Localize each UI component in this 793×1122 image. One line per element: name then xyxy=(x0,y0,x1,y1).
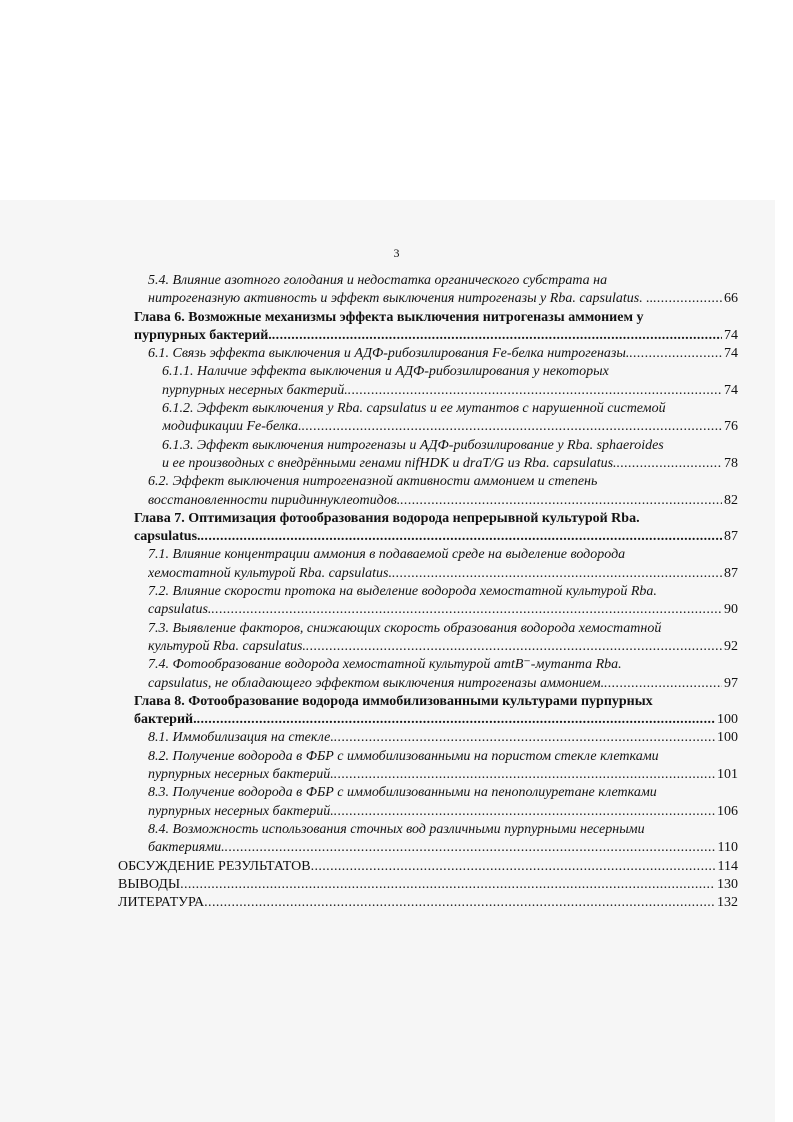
toc-page-number: 78 xyxy=(724,455,738,471)
toc-entry-title-line: Глава 7. Оптимизация фотообразования водорода непрерывной культурой Rba. xyxy=(134,510,640,526)
table-of-contents xyxy=(118,272,738,912)
toc-dot-leader xyxy=(306,638,722,656)
toc-page-number: 92 xyxy=(724,638,738,654)
toc-page-number: 76 xyxy=(724,419,738,435)
toc-entry-title: capsulatus. xyxy=(148,602,212,618)
toc-page-number: 87 xyxy=(724,529,738,545)
toc-dot-leader xyxy=(604,675,722,693)
toc-dot-leader xyxy=(311,858,716,876)
toc-entry-title-line: 6.2. Эффект выключения нитрогеназной активности аммонием и степень xyxy=(148,474,598,490)
toc-subsection-entry[interactable] xyxy=(118,729,738,747)
toc-subsection-entry[interactable] xyxy=(118,272,738,309)
toc-entry-title: ЛИТЕРАТУРА xyxy=(118,895,205,911)
toc-page-number: 74 xyxy=(724,346,738,362)
toc-entry-title: пурпурных несерных бактерий. xyxy=(148,767,334,783)
toc-dot-leader xyxy=(392,565,722,583)
toc-entry-title-line: 6.1.2. Эффект выключения у Rba. capsulatus и ее мутантов с нарушенной системой xyxy=(162,401,666,417)
toc-subsection-entry[interactable] xyxy=(118,437,738,474)
toc-entry-title: 8.1. Иммобилизация на стекле. xyxy=(148,730,334,746)
toc-chapter-entry[interactable] xyxy=(118,309,738,346)
toc-entry-title: бактерий. xyxy=(134,712,197,728)
toc-subsection-entry[interactable] xyxy=(118,620,738,657)
toc-dot-leader xyxy=(302,418,722,436)
toc-page-number: 110 xyxy=(717,840,738,856)
toc-page-number: 132 xyxy=(717,895,738,911)
toc-entry-title-line: 8.3. Получение водорода в ФБР с иммобилизованными на пенополиуретане клетками xyxy=(148,785,657,801)
toc-page-number: 100 xyxy=(717,730,738,746)
toc-entry-title-line: 6.1.3. Эффект выключения нитрогеназы и АДФ-рибозилирование у Rba. sphaeroides xyxy=(162,437,664,453)
toc-section-entry[interactable] xyxy=(118,876,738,894)
toc-section-entry[interactable] xyxy=(118,894,738,912)
toc-subsection-entry[interactable] xyxy=(118,656,738,693)
toc-chapter-entry[interactable] xyxy=(118,510,738,547)
toc-subsection-entry[interactable] xyxy=(118,345,738,363)
toc-dot-leader xyxy=(348,382,722,400)
toc-page-number: 82 xyxy=(724,492,738,508)
toc-subsection-entry[interactable] xyxy=(118,748,738,785)
toc-page-number: 74 xyxy=(724,382,738,398)
toc-subsection-entry[interactable] xyxy=(118,546,738,583)
toc-dot-leader xyxy=(201,528,722,546)
toc-entry-title-line: Глава 8. Фотообразование водорода иммобилизованными культурами пурпурных xyxy=(134,693,653,709)
toc-page-number: 90 xyxy=(724,602,738,618)
toc-entry-title: ОБСУЖДЕНИЕ РЕЗУЛЬТАТОВ xyxy=(118,858,311,874)
toc-entry-title-line: 8.2. Получение водорода в ФБР с иммобилизованными на пористом стекле клетками xyxy=(148,748,659,764)
toc-entry-title-line: Глава 6. Возможные механизмы эффекта выключения нитрогеназы аммонием у xyxy=(134,309,644,325)
toc-dot-leader xyxy=(334,766,715,784)
toc-dot-leader xyxy=(629,345,722,363)
toc-subsection-entry[interactable] xyxy=(118,363,738,400)
toc-entry-title-line: 6.1.1. Наличие эффекта выключения и АДФ-рибозилирования у некоторых xyxy=(162,364,609,380)
toc-subsection-entry[interactable] xyxy=(118,784,738,821)
toc-entry-title-line: 7.4. Фотообразование водорода хемостатной культурой amtB⁻-мутанта Rba. xyxy=(148,657,622,673)
toc-entry-title: и ее производных с внедрёнными генами nifHDK и draT/G из Rba. capsulatus. xyxy=(162,455,617,471)
toc-page-number: 101 xyxy=(717,767,738,783)
toc-dot-leader xyxy=(211,601,722,619)
toc-page-number: 87 xyxy=(724,565,738,581)
toc-entry-title: 6.1. Связь эффекта выключения и АДФ-рибозилирования Fe-белка нитрогеназы. xyxy=(148,346,630,362)
toc-subsection-entry[interactable] xyxy=(118,400,738,437)
toc-dot-leader xyxy=(653,290,722,308)
toc-entry-title: нитрогеназную активность и эффект выключения нитрогеназы у Rba. capsulatus. .. xyxy=(148,291,654,307)
toc-subsection-entry[interactable] xyxy=(118,473,738,510)
toc-page-number: 100 xyxy=(717,712,738,728)
toc-entry-title: capsulatus. xyxy=(134,529,201,545)
toc-entry-title: восстановленности пиридиннуклеотидов. xyxy=(148,492,401,508)
toc-dot-leader xyxy=(400,492,722,510)
toc-entry-title-line: 7.1. Влияние концентрации аммония в подаваемой среде на выделение водорода xyxy=(148,547,626,563)
toc-page-number: 106 xyxy=(717,803,738,819)
toc-dot-leader xyxy=(334,803,715,821)
toc-dot-leader xyxy=(180,876,715,894)
toc-entry-title: пурпурных несерных бактерий. xyxy=(148,803,334,819)
toc-dot-leader xyxy=(334,729,715,747)
toc-entry-title: культурой Rba. capsulatus. xyxy=(148,638,306,654)
toc-page-number: 74 xyxy=(724,327,738,343)
toc-entry-title: модификации Fe-белка. xyxy=(162,419,302,435)
toc-chapter-entry[interactable] xyxy=(118,693,738,730)
toc-entry-title: бактериями. xyxy=(148,840,225,856)
toc-dot-leader xyxy=(617,455,722,473)
toc-dot-leader xyxy=(204,894,715,912)
toc-page-number: 66 xyxy=(724,291,738,307)
page-number: 3 xyxy=(393,246,400,260)
toc-entry-title: capsulatus, не обладающего эффектом выключения нитрогеназы аммонием. xyxy=(148,675,605,691)
toc-dot-leader xyxy=(225,839,716,857)
toc-entry-title-line: 8.4. Возможность использования сточных вод различными пурпурными несерными xyxy=(148,821,645,837)
toc-entry-title-line: 7.2. Влияние скорости протока на выделение водорода хемостатной культурой Rba. xyxy=(148,584,657,600)
toc-entry-title: пурпурных несерных бактерий. xyxy=(162,382,348,398)
toc-section-entry[interactable] xyxy=(118,858,738,876)
toc-entry-title: хемостатной культурой Rba. capsulatus. xyxy=(148,565,392,581)
toc-entry-title-line: 5.4. Влияние азотного голодания и недостатка органического субстрата на xyxy=(148,273,608,288)
toc-page-number: 114 xyxy=(717,858,738,874)
toc-subsection-entry[interactable] xyxy=(118,821,738,858)
toc-page-number: 130 xyxy=(717,876,738,892)
toc-dot-leader xyxy=(272,327,722,345)
toc-entry-title-line: 7.3. Выявление факторов, снижающих скорость образования водорода хемостатной xyxy=(148,620,662,636)
toc-page-number: 97 xyxy=(724,675,738,691)
toc-dot-leader xyxy=(197,711,715,729)
toc-entry-title: ВЫВОДЫ xyxy=(118,876,181,892)
toc-subsection-entry[interactable] xyxy=(118,583,738,620)
toc-entry-title: пурпурных бактерий. xyxy=(134,327,272,343)
